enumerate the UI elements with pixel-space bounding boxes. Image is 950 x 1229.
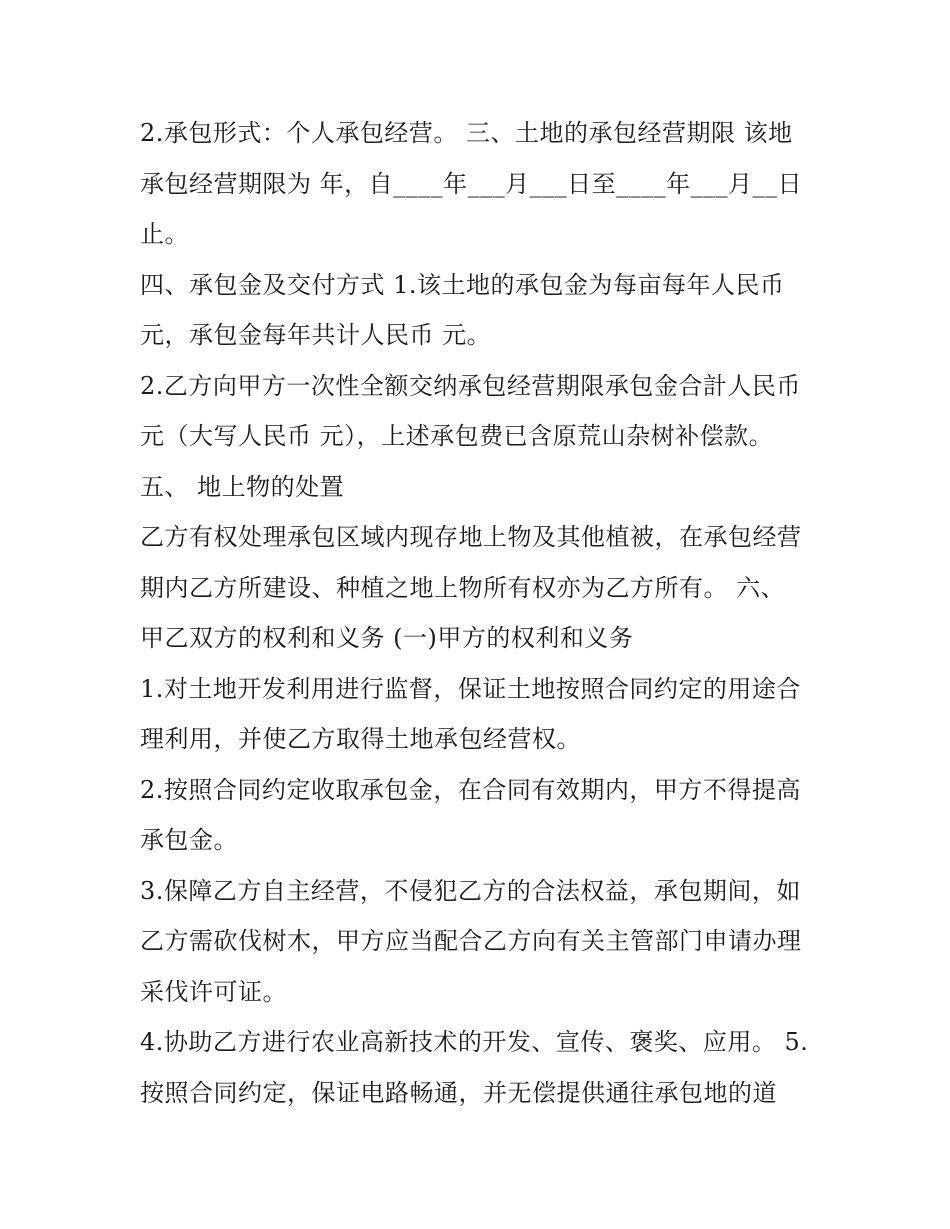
text-line-19: 4.协助乙方进行农业高新技术的开发、宣传、褒奖、应用。 5. [140,1028,809,1056]
text-line-8: 五、 地上物的处置 [140,472,345,501]
text-line-17: 乙方需砍伐树木，甲方应当配合乙方向有关主管部门申请办理 [140,927,802,955]
text-line-12: 1.对土地开发利用进行监督，保证土地按照合同约定的用途合 [140,674,801,703]
text-line-9: 乙方有权处理承包区域内现存地上物及其他植被，在承包经营 [140,523,802,551]
text-line-14: 2.按照合同约定收取承包金，在合同有效期内，甲方不得提高 [140,775,801,804]
text-line-2: 承包经营期限为 年，自____年___月___日至____年___月__日 [140,169,803,198]
text-line-20: 按照合同约定，保证电路畅通，并无偿提供通往承包地的道 [140,1078,777,1107]
text-line-1: 2.承包形式：个人承包经营。 三、土地的承包经营期限 该地 [140,119,793,147]
text-line-5: 元，承包金每年共计人民币 元。 [140,321,492,349]
contract-text [140,108,820,1118]
text-line-4: 四、承包金及交付方式 1.该土地的承包金为每亩每年人民币 [140,270,785,299]
text-line-18: 采伐许可证。 [140,977,287,1006]
text-line-15: 承包金。 [140,826,238,854]
text-line-16: 3.保障乙方自主经营，不侵犯乙方的合法权益，承包期间，如 [140,876,801,905]
text-line-11: 甲乙双方的权利和义务 (一)甲方的权利和义务 [140,624,634,652]
text-line-13: 理利用，并使乙方取得土地承包经营权。 [140,725,581,753]
text-line-6: 2.乙方向甲方一次性全额交纳承包经营期限承包金合計人民币 [140,371,801,400]
text-line-7: 元（大写人民币 元），上述承包费已含原荒山杂树补偿款。 [140,422,774,450]
text-line-10: 期内乙方所建设、种植之地上物所有权亦为乙方所有。 六、 [140,573,786,602]
text-line-3: 止。 [140,220,189,248]
